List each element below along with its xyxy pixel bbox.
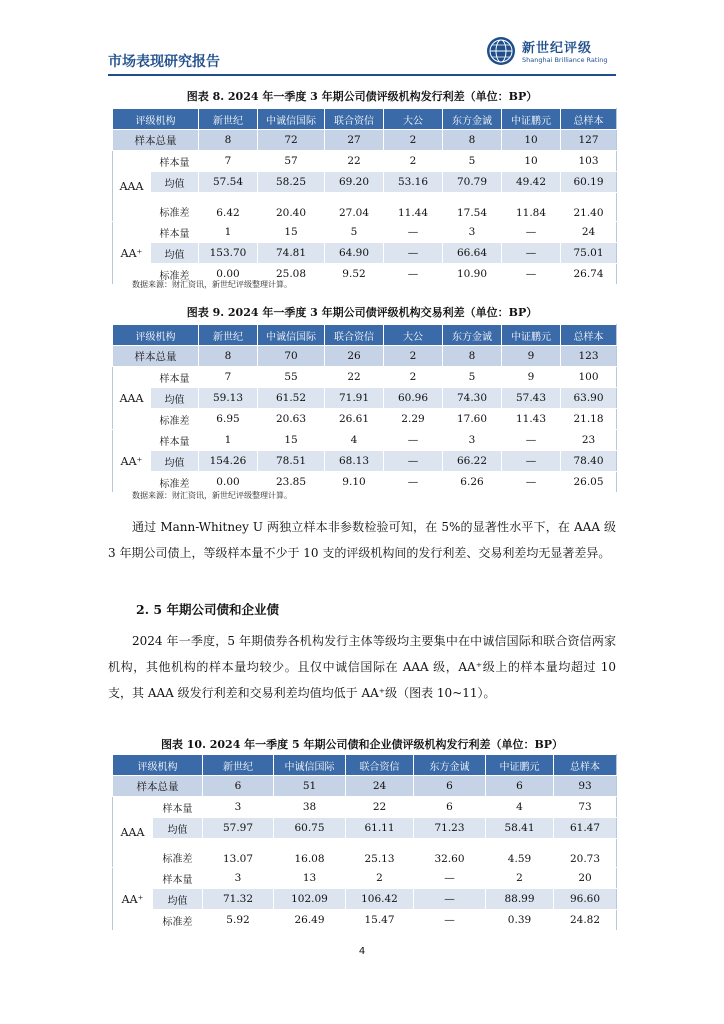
table-cell: 5: [443, 151, 502, 172]
table-cell: 61.11: [346, 818, 414, 839]
table-cell: —: [502, 243, 561, 264]
table-cell: 23: [561, 430, 617, 451]
rating-level: AAA: [113, 151, 151, 222]
table-cell: 2: [384, 130, 443, 151]
table-cell: —: [384, 222, 443, 243]
row-label: 均值: [151, 172, 199, 193]
table-row: [113, 222, 617, 243]
rating-level: AA⁺: [113, 430, 151, 493]
table-cell: 17.54: [443, 193, 502, 222]
table-cell: 75.01: [561, 243, 617, 264]
table-cell: 22: [346, 797, 414, 818]
table-cell: 15: [258, 430, 325, 451]
table-cell: 27.04: [325, 193, 384, 222]
table-cell: 3: [203, 797, 274, 818]
table-cell: 153.70: [199, 243, 258, 264]
table-row: [113, 388, 617, 409]
table-total-row: [113, 130, 617, 151]
row-label: 样本总量: [113, 776, 203, 797]
table-cell: 10.90: [443, 264, 502, 285]
table-cell: 3: [443, 430, 502, 451]
table-cell: 4: [486, 797, 554, 818]
rating-level: AAA: [113, 367, 151, 430]
column-header: 新世纪: [199, 325, 258, 346]
row-label: 标准差: [151, 264, 199, 285]
table-cell: 26.49: [274, 910, 346, 931]
table-cell: 72: [258, 130, 325, 151]
row-label: 样本量: [151, 367, 199, 388]
table-row: [113, 910, 617, 931]
table-cell: 57.54: [199, 172, 258, 193]
header-divider: [108, 74, 616, 76]
table-cell: 20.73: [554, 839, 617, 868]
table-cell: 10: [502, 151, 561, 172]
table-cell: 61.52: [258, 388, 325, 409]
table-cell: 96.60: [554, 889, 617, 910]
table-cell: 123: [561, 346, 617, 367]
body-paragraph-2: [108, 628, 616, 706]
table-cell: —: [384, 451, 443, 472]
table-cell: —: [502, 430, 561, 451]
table-cell: 5: [325, 222, 384, 243]
table-cell: —: [384, 430, 443, 451]
table-cell: 26.61: [325, 409, 384, 430]
table-cell: 154.26: [199, 451, 258, 472]
table10-caption: 图表 10. 2024 年一季度 5 年期公司债和企业债评级机构发行利差（单位：BP）: [160, 738, 564, 751]
table-cell: 23.85: [258, 472, 325, 493]
table-total-row: [113, 346, 617, 367]
table-cell: 2: [384, 346, 443, 367]
table-row: [113, 797, 617, 818]
table-cell: 20.63: [258, 409, 325, 430]
table-cell: 8: [199, 346, 258, 367]
table-cell: 60.19: [561, 172, 617, 193]
table-cell: 11.43: [502, 409, 561, 430]
row-label: 样本总量: [113, 130, 199, 151]
table-cell: 3: [443, 222, 502, 243]
table-cell: 7: [199, 367, 258, 388]
table-cell: 57.43: [502, 388, 561, 409]
table-cell: 21.18: [561, 409, 617, 430]
table-cell: 6.95: [199, 409, 258, 430]
column-header: 新世纪: [199, 109, 258, 130]
column-header: 中证鹏元: [486, 755, 554, 776]
column-header: 联合资信: [325, 325, 384, 346]
column-header: 评级机构: [113, 109, 199, 130]
table-cell: 0.00: [199, 472, 258, 493]
table-row: [113, 172, 617, 193]
table-cell: 2: [346, 868, 414, 889]
column-header: 新世纪: [203, 755, 274, 776]
table-cell: —: [384, 243, 443, 264]
table-cell: 5.92: [203, 910, 274, 931]
table-cell: 58.25: [258, 172, 325, 193]
column-header: 中诚信国际: [258, 325, 325, 346]
page-header: [108, 30, 616, 74]
column-header: 评级机构: [113, 755, 203, 776]
table-cell: 71.32: [203, 889, 274, 910]
row-label: 样本总量: [113, 346, 199, 367]
row-label: 均值: [151, 451, 199, 472]
table-cell: 57: [258, 151, 325, 172]
table-cell: —: [384, 264, 443, 285]
brand-logo: [486, 34, 616, 70]
table-cell: 53.16: [384, 172, 443, 193]
table-cell: —: [414, 910, 486, 931]
rating-level: AAA: [113, 797, 153, 868]
column-header: 中诚信国际: [274, 755, 346, 776]
table-cell: 6.26: [443, 472, 502, 493]
row-label: 样本量: [151, 430, 199, 451]
table8-source: 数据来源：财汇资讯，新世纪评级整理计算。: [132, 280, 292, 289]
table-cell: 16.08: [274, 839, 346, 868]
row-label: 标准差: [151, 193, 199, 222]
table-row: [113, 889, 617, 910]
table-cell: 66.64: [443, 243, 502, 264]
table-cell: 9: [502, 346, 561, 367]
table-row: [113, 451, 617, 472]
table-cell: 32.60: [414, 839, 486, 868]
table-cell: 21.40: [561, 193, 617, 222]
table-cell: 7: [199, 151, 258, 172]
table-cell: 103: [561, 151, 617, 172]
table-cell: 5: [443, 367, 502, 388]
row-label: 均值: [153, 818, 203, 839]
table8-caption: 图表 8. 2024 年一季度 3 年期公司债评级机构发行利差（单位：BP）: [186, 90, 538, 103]
table-header-row: [113, 325, 617, 346]
table-cell: 100: [561, 367, 617, 388]
table-cell: 27: [325, 130, 384, 151]
table-row: [113, 367, 617, 388]
table-cell: 71.91: [325, 388, 384, 409]
table-cell: 22: [325, 151, 384, 172]
table-cell: 15: [258, 222, 325, 243]
column-header: 中证鹏元: [502, 325, 561, 346]
table-cell: 2: [384, 151, 443, 172]
column-header: 东方金诚: [443, 109, 502, 130]
table-cell: 66.22: [443, 451, 502, 472]
table-cell: 102.09: [274, 889, 346, 910]
table-cell: 8: [199, 130, 258, 151]
row-label: 样本量: [151, 151, 199, 172]
row-label: 标准差: [153, 910, 203, 931]
table9: [112, 324, 617, 493]
table-cell: 64.90: [325, 243, 384, 264]
table-row: [113, 868, 617, 889]
section-heading: 2. 5 年期公司债和企业债: [136, 602, 279, 617]
table-cell: 93: [554, 776, 617, 797]
table-cell: 6.42: [199, 193, 258, 222]
table-cell: 0.39: [486, 910, 554, 931]
table-cell: 24.82: [554, 910, 617, 931]
table-cell: 15.47: [346, 910, 414, 931]
table-cell: 74.30: [443, 388, 502, 409]
row-label: 均值: [151, 388, 199, 409]
table-cell: 74.81: [258, 243, 325, 264]
row-label: 样本量: [153, 797, 203, 818]
logo-globe-icon: [486, 36, 516, 66]
table-cell: 58.41: [486, 818, 554, 839]
logo-chinese-text: 新世纪评级: [522, 41, 593, 56]
column-header: 联合资信: [346, 755, 414, 776]
table9-caption: 图表 9. 2024 年一季度 3 年期公司债评级机构交易利差（单位：BP）: [186, 306, 538, 319]
table-cell: 6: [486, 776, 554, 797]
table-cell: —: [502, 451, 561, 472]
table-cell: 2: [384, 367, 443, 388]
table-cell: 6: [203, 776, 274, 797]
table-cell: —: [502, 264, 561, 285]
column-header: 总样本: [554, 755, 617, 776]
table-cell: 24: [561, 222, 617, 243]
table-row: [113, 839, 617, 868]
table-cell: 2: [486, 868, 554, 889]
column-header: 东方金诚: [443, 325, 502, 346]
table-cell: —: [502, 222, 561, 243]
body-paragraph-1: [108, 514, 616, 566]
column-header: 大公: [384, 325, 443, 346]
column-header: 联合资信: [325, 109, 384, 130]
table-cell: 1: [199, 430, 258, 451]
table10: [112, 754, 617, 931]
table-cell: 4: [325, 430, 384, 451]
table-cell: 10: [502, 130, 561, 151]
column-header: 中证鹏元: [502, 109, 561, 130]
table-row: [113, 818, 617, 839]
column-header: 总样本: [561, 325, 617, 346]
table-cell: 55: [258, 367, 325, 388]
table-cell: 127: [561, 130, 617, 151]
table-cell: 8: [443, 346, 502, 367]
table-cell: 38: [274, 797, 346, 818]
table-cell: 59.13: [199, 388, 258, 409]
table-cell: 17.60: [443, 409, 502, 430]
table-cell: 71.23: [414, 818, 486, 839]
table8: [112, 108, 617, 285]
report-title: 市场表现研究报告: [108, 54, 220, 70]
table-cell: 26: [325, 346, 384, 367]
table-row: [113, 430, 617, 451]
table-cell: 26.74: [561, 264, 617, 285]
table-cell: —: [384, 472, 443, 493]
table-cell: 78.40: [561, 451, 617, 472]
table-total-row: [113, 776, 617, 797]
table-cell: 9: [502, 367, 561, 388]
column-header: 总样本: [561, 109, 617, 130]
table-cell: 22: [325, 367, 384, 388]
column-header: 东方金诚: [414, 755, 486, 776]
rating-level: AA⁺: [113, 222, 151, 285]
table-row: [113, 243, 617, 264]
table-cell: 70: [258, 346, 325, 367]
table-cell: 61.47: [554, 818, 617, 839]
table-cell: 69.20: [325, 172, 384, 193]
row-label: 样本量: [153, 868, 203, 889]
table-cell: 73: [554, 797, 617, 818]
table-cell: 6: [414, 776, 486, 797]
table-row: [113, 193, 617, 222]
row-label: 均值: [151, 243, 199, 264]
table-cell: 11.84: [502, 193, 561, 222]
table-cell: 63.90: [561, 388, 617, 409]
table-cell: 25.08: [258, 264, 325, 285]
table-cell: 26.05: [561, 472, 617, 493]
table-cell: —: [414, 868, 486, 889]
table-cell: 25.13: [346, 839, 414, 868]
table-header-row: [113, 755, 617, 776]
table-cell: 9.10: [325, 472, 384, 493]
table-cell: 60.96: [384, 388, 443, 409]
row-label: 标准差: [151, 472, 199, 493]
column-header: 评级机构: [113, 325, 199, 346]
row-label: 均值: [153, 889, 203, 910]
table-cell: 70.79: [443, 172, 502, 193]
table9-source: 数据来源：财汇资讯，新世纪评级整理计算。: [132, 491, 292, 500]
table-cell: 2.29: [384, 409, 443, 430]
table-cell: 106.42: [346, 889, 414, 910]
rating-level: AA⁺: [113, 868, 153, 931]
column-header: 中诚信国际: [258, 109, 325, 130]
table-cell: 88.99: [486, 889, 554, 910]
table-cell: 68.13: [325, 451, 384, 472]
table-cell: 20: [554, 868, 617, 889]
table-cell: —: [502, 472, 561, 493]
table-cell: 8: [443, 130, 502, 151]
table-cell: —: [414, 889, 486, 910]
table-cell: 13.07: [203, 839, 274, 868]
table-cell: 57.97: [203, 818, 274, 839]
paragraph-text: 2024 年一季度，5 年期债券各机构发行主体等级均主要集中在中诚信国际和联合资信两家机构，其他机构的样本量均较少。且仅中诚信国际在 AAA 级，AA⁺级上的样本量均超过 10 支，其 AAA 级发行利差和交易利差均值均低于 AA⁺级（图表 10~11）。: [108, 634, 616, 700]
row-label: 标准差: [151, 409, 199, 430]
table-cell: 49.42: [502, 172, 561, 193]
table-cell: 1: [199, 222, 258, 243]
table-cell: 0.00: [199, 264, 258, 285]
table-header-row: [113, 109, 617, 130]
table-cell: 78.51: [258, 451, 325, 472]
page-number: 4: [358, 946, 366, 957]
table-cell: 6: [414, 797, 486, 818]
row-label: 标准差: [153, 839, 203, 868]
logo-english-text: Shanghai Brilliance Rating: [522, 56, 608, 64]
table-row: [113, 151, 617, 172]
row-label: 样本量: [151, 222, 199, 243]
table-cell: 4.59: [486, 839, 554, 868]
table-cell: 24: [346, 776, 414, 797]
table-cell: 3: [203, 868, 274, 889]
table-cell: 20.40: [258, 193, 325, 222]
column-header: 大公: [384, 109, 443, 130]
table-cell: 60.75: [274, 818, 346, 839]
table-cell: 11.44: [384, 193, 443, 222]
paragraph-text: 通过 Mann-Whitney U 两独立样本非参数检验可知，在 5%的显著性水平下，在 AAA 级 3 年期公司债上，等级样本量不少于 10 支的评级机构间的发行利差、交易利差均无显著差异。: [108, 520, 616, 560]
table-row: [113, 409, 617, 430]
table-cell: 9.52: [325, 264, 384, 285]
table-cell: 13: [274, 868, 346, 889]
table-cell: 51: [274, 776, 346, 797]
